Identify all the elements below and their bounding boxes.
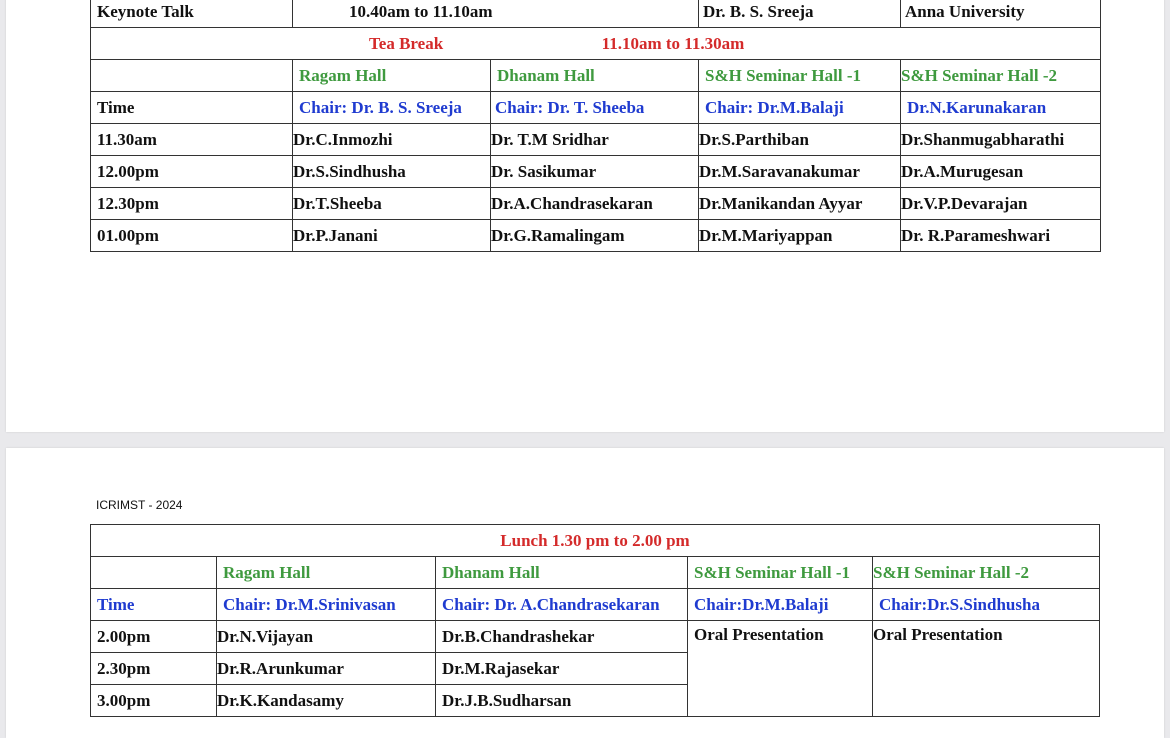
chair-row [91,92,1101,124]
chair-seminar-1: Chair:Dr.M.Balaji [688,589,873,621]
speaker-dhanam: Dr.B.Chandrashekar [436,621,688,653]
hall-seminar-1: S&H Seminar Hall -1 [699,60,901,92]
speaker-ragam: Dr.K.Kandasamy [217,685,436,717]
speaker-seminar-1: Dr.Manikandan Ayyar [699,188,901,220]
lunch-row [91,525,1100,557]
slot-time: 2.30pm [91,653,217,685]
document-page-1 [6,0,1164,432]
time-header: Time [91,92,293,124]
hall-seminar-2: S&H Seminar Hall -2 [901,60,1101,92]
speaker-seminar-2: Dr.A.Murugesan [901,156,1101,188]
tea-break-label: Tea Break [369,33,444,53]
speaker-seminar-1: Dr.M.Mariyappan [699,220,901,252]
slot-time: 11.30am [91,124,293,156]
speaker-dhanam: Dr. Sasikumar [491,156,699,188]
morning-schedule-table [90,0,1101,252]
hall-dhanam: Dhanam Hall [491,60,699,92]
table-row [91,188,1101,220]
chair-ragam: Chair: Dr.M.Srinivasan [217,589,436,621]
speaker-seminar-1: Dr.M.Saravanakumar [699,156,901,188]
chair-dhanam: Chair: Dr. A.Chandrasekaran [436,589,688,621]
speaker-dhanam: Dr. T.M Sridhar [491,124,699,156]
hall-ragam: Ragam Hall [217,557,436,589]
speaker-dhanam: Dr.A.Chandrasekaran [491,188,699,220]
speaker-ragam: Dr.P.Janani [293,220,491,252]
chair-seminar-1: Chair: Dr.M.Balaji [699,92,901,124]
hall-dhanam: Dhanam Hall [436,557,688,589]
tea-break-cell [91,28,1101,60]
chair-seminar-2: Chair:Dr.S.Sindhusha [873,589,1100,621]
lunch-cell: Lunch 1.30 pm to 2.00 pm [91,525,1100,557]
keynote-affiliation: Anna University [901,0,1101,28]
speaker-seminar-2: Dr. R.Parameshwari [901,220,1101,252]
time-header: Time [91,589,217,621]
empty-cell [91,60,293,92]
slot-time: 01.00pm [91,220,293,252]
afternoon-schedule-table [90,524,1100,717]
speaker-ragam: Dr.C.Inmozhi [293,124,491,156]
speaker-ragam: Dr.R.Arunkumar [217,653,436,685]
hall-seminar-2: S&H Seminar Hall -2 [873,557,1100,589]
chair-row [91,589,1100,621]
hall-header-row [91,557,1100,589]
speaker-ragam: Dr.S.Sindhusha [293,156,491,188]
speaker-dhanam: Dr.J.B.Sudharsan [436,685,688,717]
slot-time: 3.00pm [91,685,217,717]
speaker-ragam: Dr.T.Sheeba [293,188,491,220]
slot-time: 2.00pm [91,621,217,653]
keynote-row [91,0,1101,28]
tea-break-time: 11.10am to 11.30am [601,33,745,53]
empty-cell [91,557,217,589]
chair-ragam: Chair: Dr. B. S. Sreeja [293,92,491,124]
keynote-time: 10.40am to 11.10am [293,0,699,28]
chair-dhanam: Chair: Dr. T. Sheeba [491,92,699,124]
slot-time: 12.30pm [91,188,293,220]
table-row [91,220,1101,252]
chair-seminar-2: Dr.N.Karunakaran [901,92,1101,124]
hall-seminar-1: S&H Seminar Hall -1 [688,557,873,589]
speaker-ragam: Dr.N.Vijayan [217,621,436,653]
speaker-seminar-1: Dr.S.Parthiban [699,124,901,156]
keynote-label: Keynote Talk [91,0,293,28]
speaker-seminar-2: Dr.V.P.Devarajan [901,188,1101,220]
oral-presentation-seminar-1: Oral Presentation [688,621,873,717]
table-row [91,621,1100,653]
tea-break-row [91,28,1101,60]
speaker-seminar-2: Dr.Shanmugabharathi [901,124,1101,156]
oral-presentation-seminar-2: Oral Presentation [873,621,1100,717]
table-row [91,124,1101,156]
speaker-dhanam: Dr.G.Ramalingam [491,220,699,252]
speaker-dhanam: Dr.M.Rajasekar [436,653,688,685]
slot-time: 12.00pm [91,156,293,188]
document-page-2 [6,448,1164,738]
hall-ragam: Ragam Hall [293,60,491,92]
hall-header-row [91,60,1101,92]
keynote-speaker: Dr. B. S. Sreeja [699,0,901,28]
table-row [91,156,1101,188]
conference-code: ICRIMST - 2024 [96,498,183,512]
